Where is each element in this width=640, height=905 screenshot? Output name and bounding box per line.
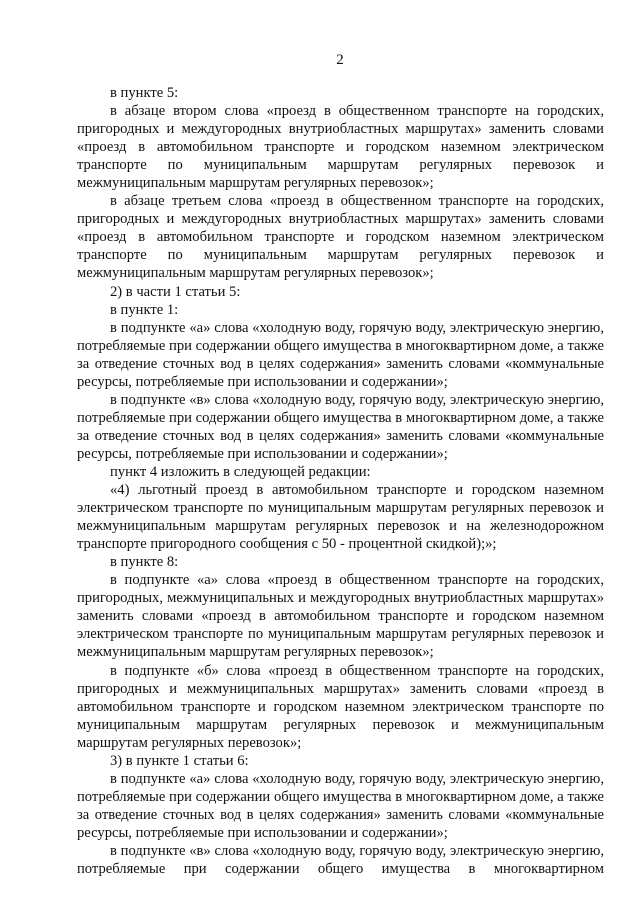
paragraph: в пункте 1: bbox=[110, 301, 179, 318]
paragraph: в пункте 5: bbox=[110, 85, 179, 101]
paragraph: пункт 4 изложить в следующей редакции: bbox=[110, 463, 371, 480]
paragraph: в пункте 8: bbox=[110, 554, 179, 571]
page-number: 2 bbox=[336, 52, 344, 68]
paragraph: в подпункте «б» слова «проезд в общественном транспорте на городских, пригородных и межмуниципальных маршрутах» заменить словами «проезд в автомобильном транспорте и городском наземном электрическом транспорте по муниципальным маршрутам регулярных перевозок и межмуниципальным маршрутам регулярных перевозок»; bbox=[77, 662, 604, 751]
paragraph: в подпункте «а» слова «холодную воду, горячую воду, электрическую энергию, потребляемые при содержании общего имущества в многоквартирном доме, а также за отведение сточных вод в целях содержания» заменить словами «коммунальные ресурсы, потребляемые при использовании и содержании»; bbox=[77, 319, 604, 390]
paragraph: 3) в пункте 1 статьи 6: bbox=[110, 752, 249, 769]
paragraph: в подпункте «а» слова «холодную воду, горячую воду, электрическую энергию, потребляемые при содержании общего имущества в многоквартирном доме, а также за отведение сточных вод в целях содержания» заменить словами «коммунальные ресурсы, потребляемые при использовании и содержании»; bbox=[77, 770, 604, 841]
paragraph: в подпункте «в» слова «холодную воду, горячую воду, электрическую энергию, потребляемые при содержании общего имущества в многоквартирном bbox=[77, 842, 604, 878]
paragraph: «4) льготный проезд в автомобильном транспорте и городском наземном электрическом транспорте по муниципальным маршрутам регулярных перевозок и межмуниципальным маршрутам регулярных перевозок и на железнодорожном транспорте пригородного сообщения с 50 - процентной скидкой);»; bbox=[77, 482, 604, 553]
paragraph: 2) в части 1 статьи 5: bbox=[110, 283, 241, 300]
document-body bbox=[77, 84, 604, 878]
paragraph: в абзаце третьем слова «проезд в общественном транспорте на городских, пригородных и междугородных внутриобластных маршрутах» заменить словами «проезд в автомобильном транспорте и городском наземном электрическом транспорте по муниципальным маршрутам регулярных перевозок и межмуниципальным маршрутам регулярных перевозок»; bbox=[77, 193, 604, 282]
paragraph: в абзаце втором слова «проезд в общественном транспорте на городских, пригородных и междугородных внутриобластных маршрутах» заменить словами «проезд в автомобильном транспорте и городском наземном электрическом транспорте по муниципальным маршрутам регулярных перевозок и межмуниципальным маршрутам регулярных перевозок»; bbox=[77, 103, 604, 192]
paragraph: в подпункте «а» слова «проезд в общественном транспорте на городских, пригородных, межмуниципальных и междугородных внутриобластных маршрутах» заменить словами «проезд в автомобильном транспорте и городском наземном электрическом транспорте по муниципальным маршрутам регулярных перевозок и межмуниципальным маршрутам регулярных перевозок»; bbox=[77, 572, 604, 661]
paragraph: в подпункте «в» слова «холодную воду, горячую воду, электрическую энергию, потребляемые при содержании общего имущества в многоквартирном доме, а также за отведение сточных вод в целях содержания» заменить словами «коммунальные ресурсы, потребляемые при использовании и содержании»; bbox=[77, 391, 604, 462]
